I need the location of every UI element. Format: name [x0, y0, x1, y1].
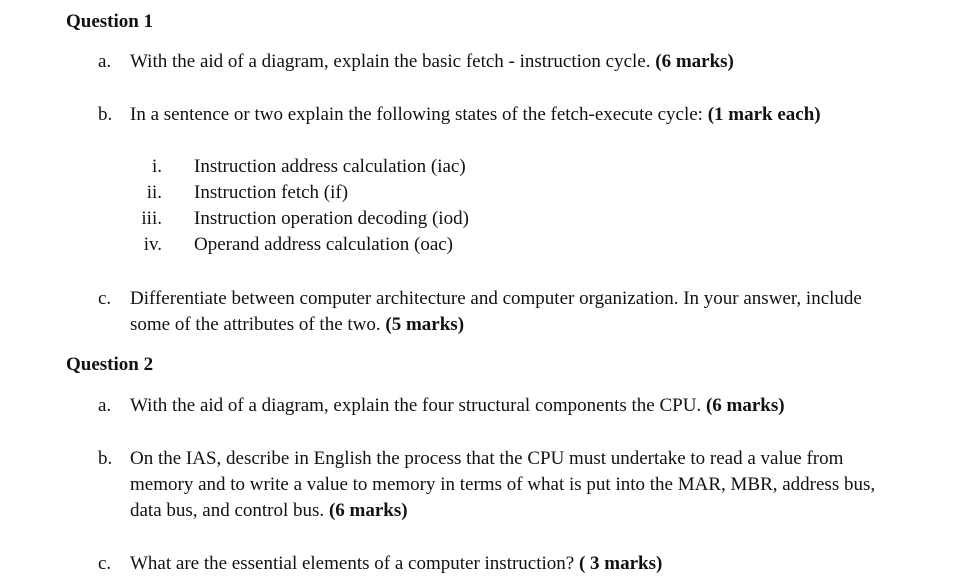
sub-item-text: Instruction fetch (if) [194, 182, 349, 203]
item-body: On the IAS, describe in English the process that the CPU must undertake to read a value from memory and to write a value to memory in terms of what is put into the MAR, MBR, address bus, data bus, and control bus. [130, 448, 876, 521]
item-marks: (5 marks) [385, 314, 465, 335]
sub-item-number: ii. [146, 182, 162, 203]
question-1a [98, 49, 918, 75]
item-marks: (6 marks) [328, 500, 408, 521]
item-text [130, 446, 888, 524]
question-2b [98, 446, 888, 524]
sub-item-text: Instruction address calculation (iac) [194, 156, 466, 177]
question-2c [98, 551, 918, 577]
question-1-heading: Question 1 [66, 11, 154, 32]
item-text [130, 102, 858, 128]
item-text [130, 286, 888, 338]
sub-item-text: Instruction operation decoding (iod) [194, 208, 469, 229]
sub-item-number: iii. [141, 208, 162, 229]
item-body: What are the essential elements of a computer instruction? [130, 553, 579, 574]
item-text [130, 49, 918, 75]
question-1c [98, 286, 888, 338]
question-2a [98, 393, 918, 419]
item-letter: c. [98, 553, 112, 574]
item-marks: ( 3 marks) [578, 553, 663, 574]
item-body: In a sentence or two explain the following states of the fetch-execute cycle: [130, 104, 708, 125]
item-text [130, 551, 918, 577]
item-letter: b. [98, 448, 113, 469]
item-body: Differentiate between computer architecture and computer organization. In your answer, include some of the attributes of the two. [130, 288, 862, 335]
item-marks: (6 marks) [705, 395, 785, 416]
sub-item-number: i. [151, 156, 162, 177]
item-letter: a. [98, 395, 112, 416]
item-text [130, 393, 918, 419]
question-1b [98, 102, 858, 128]
item-body: With the aid of a diagram, explain the four structural components the CPU. [130, 395, 706, 416]
question-2-heading: Question 2 [66, 354, 154, 375]
item-letter: c. [98, 288, 112, 309]
item-marks: (6 marks) [655, 51, 734, 72]
item-letter: a. [98, 51, 112, 72]
item-body: With the aid of a diagram, explain the basic fetch - instruction cycle. [130, 51, 656, 72]
sub-item-text: Operand address calculation (oac) [194, 234, 454, 255]
sub-item-number: iv. [143, 234, 162, 255]
item-marks: (1 mark each) [707, 104, 821, 125]
item-letter: b. [98, 104, 113, 125]
